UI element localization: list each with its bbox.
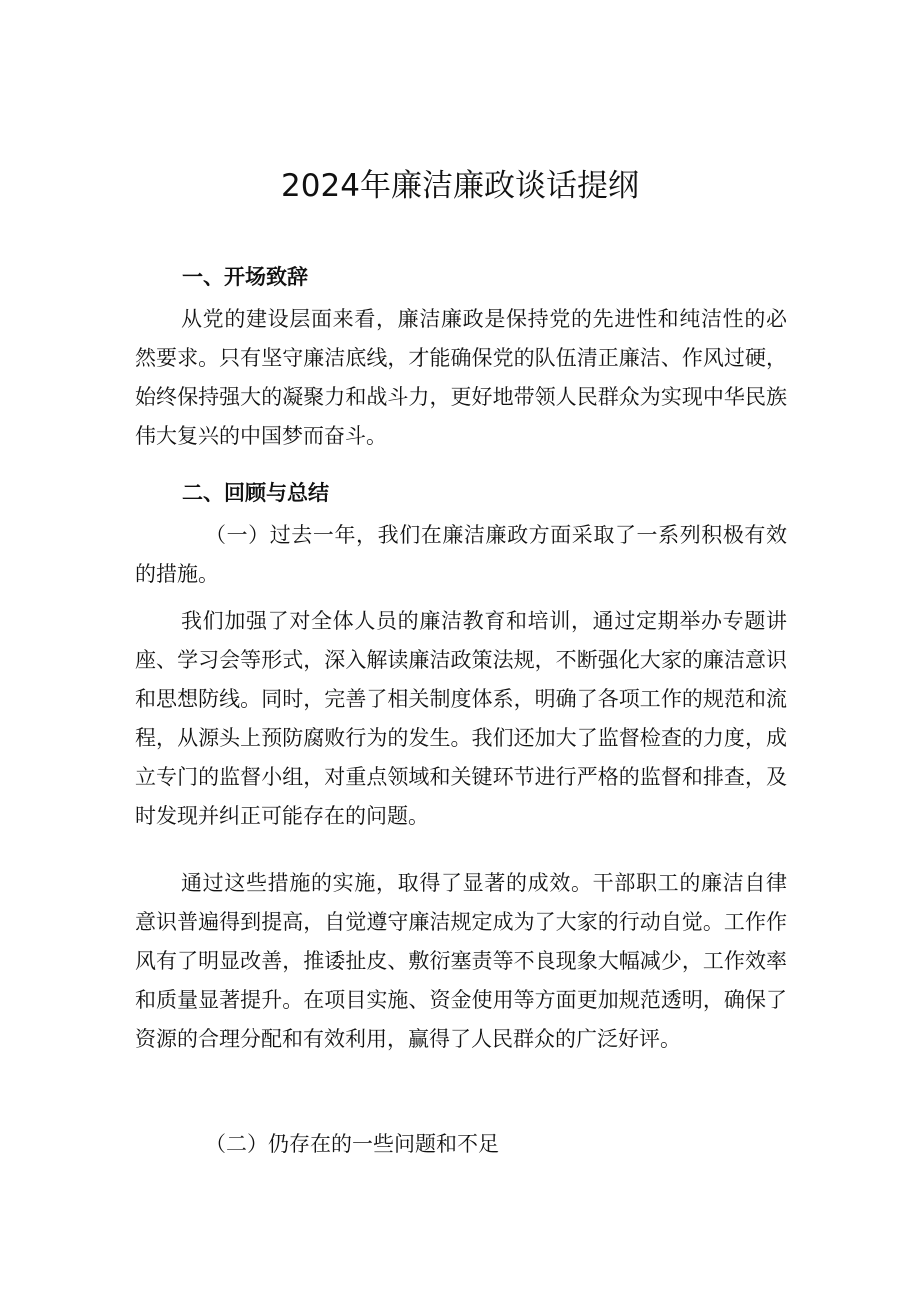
review-subheading-1: （一）过去一年，我们在廉洁廉政方面采取了一系列积极有效的措施。 [135,523,787,586]
section-heading-review: 二、回顾与总结 [182,481,329,505]
results-paragraph: 通过这些措施的实施，取得了显著的成效。干部职工的廉洁自律意识普遍得到提高，自觉遵守廉洁规定成为了大家的行动自觉。工作作风有了明显改善，推诿扯皮、敷衍塞责等不良现象大幅减少，工作效率和质量显著提升。在项目实施、资金使用等方面更加规范透明，确保了资源的合理分配和有效利用，赢得了人民群众的广泛好评。 [135,871,787,1051]
review-subheading-2: （二）仍存在的一些问题和不足 [205,1132,499,1156]
document-title: 2024年廉洁廉政谈话提纲 [281,168,639,204]
measures-paragraph: 我们加强了对全体人员的廉洁教育和培训，通过定期举办专题讲座、学习会等形式，深入解读廉洁政策法规，不断强化大家的廉洁意识和思想防线。同时，完善了相关制度体系，明确了各项工作的规范和流程，从源头上预防腐败行为的发生。我们还加大了监督检查的力度，成立专门的监督小组，对重点领域和关键环节进行严格的监督和排查，及时发现并纠正可能存在的问题。 [135,609,787,828]
section-heading-opening: 一、开场致辞 [182,265,308,289]
opening-paragraph: 从党的建设层面来看，廉洁廉政是保持党的先进性和纯洁性的必然要求。只有坚守廉洁底线，才能确保党的队伍清正廉洁、作风过硬，始终保持强大的凝聚力和战斗力，更好地带领人民群众为实现中华民族伟大复兴的中国梦而奋斗。 [135,307,787,448]
